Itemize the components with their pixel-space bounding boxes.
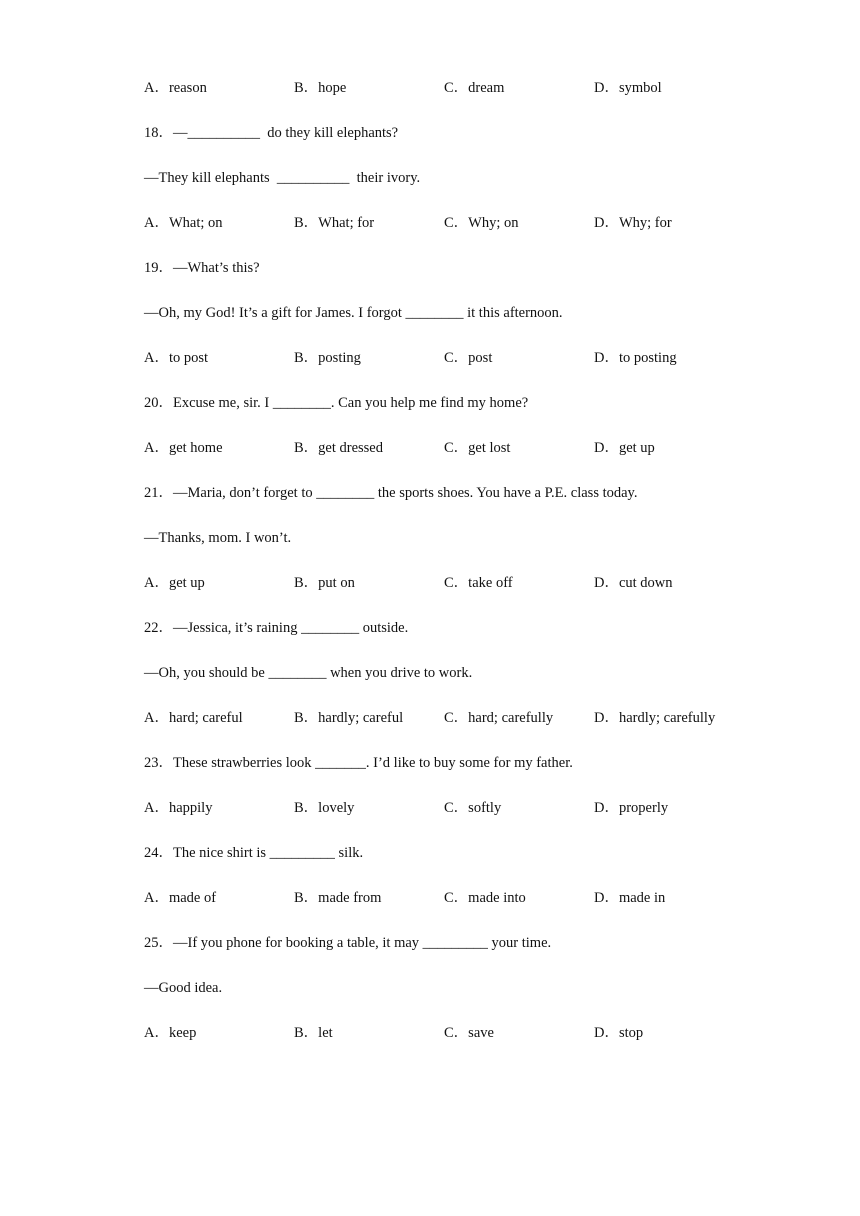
option-d: D．to posting — [594, 350, 677, 366]
question-21-response: —Thanks, mom. I won’t. — [144, 530, 292, 546]
options-row — [144, 209, 784, 254]
option-c: C．made into — [444, 890, 526, 906]
option-d: D．Why; for — [594, 215, 672, 231]
options-row — [144, 1019, 784, 1064]
option-d: D．made in — [594, 890, 666, 906]
question-22-response: —Oh, you should be ________ when you drive to work. — [144, 665, 473, 681]
question-23-stem: 23．These strawberries look _______. I’d like to buy some for my father. — [144, 755, 573, 771]
options-row — [144, 434, 784, 479]
option-a: A．get up — [144, 575, 205, 591]
option-c: C．post — [444, 350, 493, 366]
question-22-stem: 22．—Jessica, it’s raining ________ outside. — [144, 620, 409, 636]
option-c: C．hard; carefully — [444, 710, 554, 726]
options-row — [144, 569, 784, 614]
question-20-stem: 20．Excuse me, sir. I ________. Can you help me find my home? — [144, 395, 529, 411]
option-c: C．softly — [444, 800, 502, 816]
option-b: B．let — [294, 1025, 333, 1041]
option-a: A．What; on — [144, 215, 223, 231]
option-a: A．made of — [144, 890, 217, 906]
question-25-stem: 25．—If you phone for booking a table, it may _________ your time. — [144, 935, 552, 951]
question-25-response: —Good idea. — [144, 980, 223, 996]
question-18-stem: 18．—__________ do they kill elephants? — [144, 125, 399, 141]
options-row — [144, 884, 784, 929]
option-c: C．dream — [444, 80, 505, 96]
option-b: B．What; for — [294, 215, 375, 231]
option-d: D．symbol — [594, 80, 662, 96]
question-19-response: —Oh, my God! It’s a gift for James. I forgot ________ it this afternoon. — [144, 305, 563, 321]
option-a: A．keep — [144, 1025, 197, 1041]
option-b: B．get dressed — [294, 440, 383, 456]
question-19-stem: 19．—What’s this? — [144, 260, 260, 276]
option-d: D．hardly; carefully — [594, 710, 716, 726]
option-a: A．reason — [144, 80, 207, 96]
option-b: B．posting — [294, 350, 361, 366]
document-page — [144, 74, 784, 1064]
question-18-response: —They kill elephants __________ their ivory. — [144, 170, 421, 186]
question-24-stem: 24．The nice shirt is _________ silk. — [144, 845, 364, 861]
question-21-stem: 21．—Maria, don’t forget to ________ the sports shoes. You have a P.E. class today. — [144, 485, 638, 501]
options-row — [144, 794, 784, 839]
options-row — [144, 344, 784, 389]
option-d: D．stop — [594, 1025, 644, 1041]
option-d: D．properly — [594, 800, 669, 816]
options-row — [144, 704, 784, 749]
option-b: B．hope — [294, 80, 347, 96]
option-a: A．happily — [144, 800, 213, 816]
option-a: A．get home — [144, 440, 223, 456]
option-b: B．put on — [294, 575, 355, 591]
options-row — [144, 74, 784, 119]
option-b: B．lovely — [294, 800, 355, 816]
option-b: B．hardly; careful — [294, 710, 404, 726]
option-c: C．get lost — [444, 440, 511, 456]
option-c: C．Why; on — [444, 215, 519, 231]
option-d: D．cut down — [594, 575, 673, 591]
option-a: A．to post — [144, 350, 209, 366]
option-c: C．save — [444, 1025, 494, 1041]
option-c: C．take off — [444, 575, 513, 591]
option-d: D．get up — [594, 440, 655, 456]
option-a: A．hard; careful — [144, 710, 243, 726]
option-b: B．made from — [294, 890, 382, 906]
